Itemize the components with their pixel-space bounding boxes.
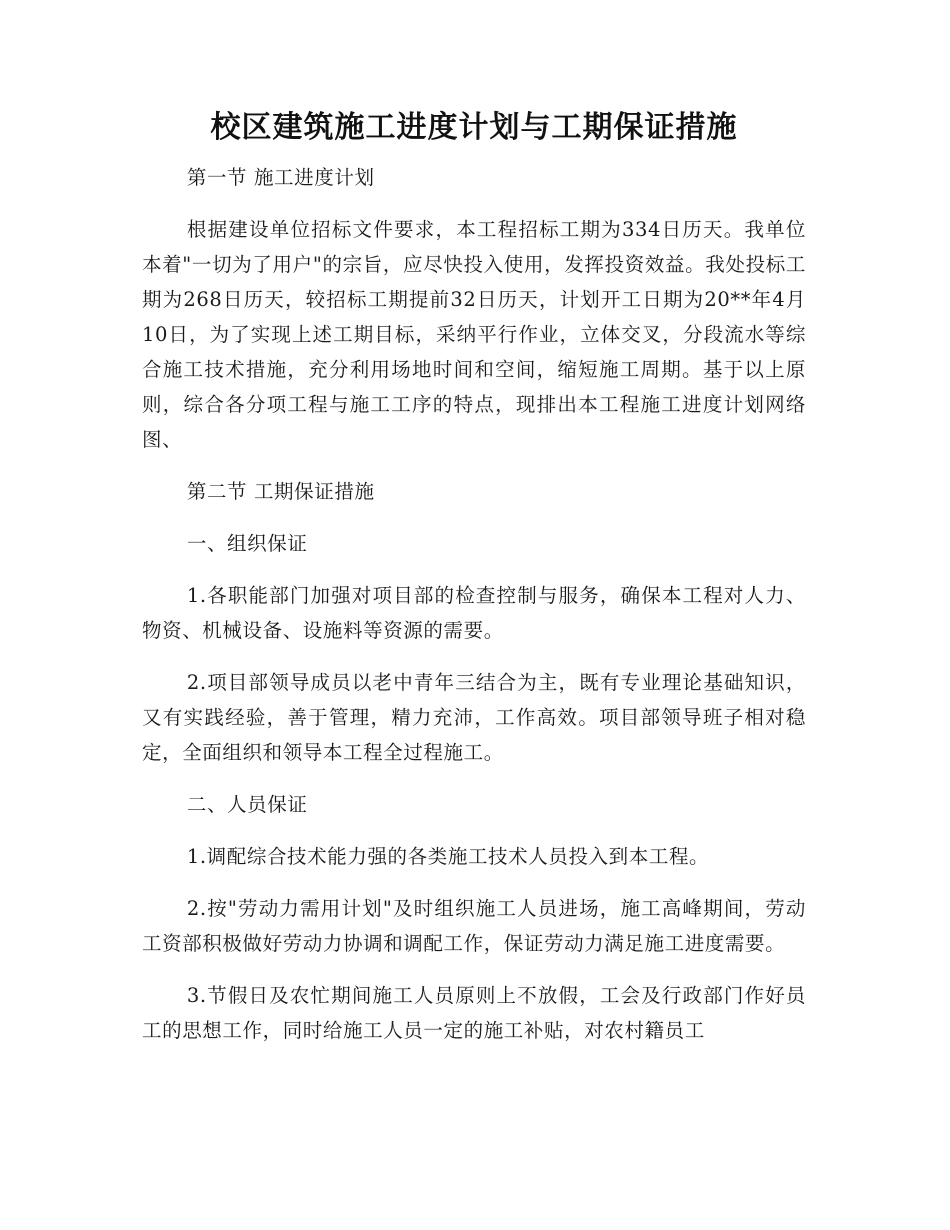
section1-paragraph: 根据建设单位招标文件要求，本工程招标工期为334日历天。我单位本着"一切为了用户"的宗旨，应尽快投入使用，发挥投资效益。我处投标工期为268日历天，较招标工期提前32日历天，计划开工日期为20**年4月10日，为了实现上述工期目标，采纳平行作业，立体交叉，分段流水等综合施工技术措施，充分利用场地时间和空间，缩短施工周期。基于以上原则，综合各分项工程与施工工序的特点，现排出本工程施工进度计划网络图、 xyxy=(142,218,806,451)
part2-item-3: 3.节假日及农忙期间施工人员原则上不放假，工会及行政部门作好员工的思想工作，同时给施工人员一定的施工补贴，对农村籍员工 xyxy=(142,984,806,1042)
document-page xyxy=(142,108,806,1065)
part2-item-2: 2.按"劳动力需用计划"及时组织施工人员进场，施工高峰期间，劳动工资部积极做好劳动力协调和调配工作，保证劳动力满足施工进度需要。 xyxy=(142,897,806,955)
document-title: 校区建筑施工进度计划与工期保证措施 xyxy=(210,110,738,145)
section2-heading: 第二节 工期保证措施 xyxy=(186,480,375,503)
part1-heading: 一、组织保证 xyxy=(186,532,308,555)
part1-item-2: 2.项目部领导成员以老中青年三结合为主，既有专业理论基础知识，又有实践经验，善于管理，精力充沛，工作高效。项目部领导班子相对稳定，全面组织和领导本工程全过程施工。 xyxy=(142,671,806,764)
part1-item-1: 1.各职能部门加强对项目部的检查控制与服务，确保本工程对人力、物资、机械设备、设施料等资源的需要。 xyxy=(142,584,806,642)
part2-item-1: 1.调配综合技术能力强的各类施工技术人员投入到本工程。 xyxy=(186,845,710,868)
part2-heading: 二、人员保证 xyxy=(186,793,308,816)
section1-heading: 第一节 施工进度计划 xyxy=(186,166,375,189)
